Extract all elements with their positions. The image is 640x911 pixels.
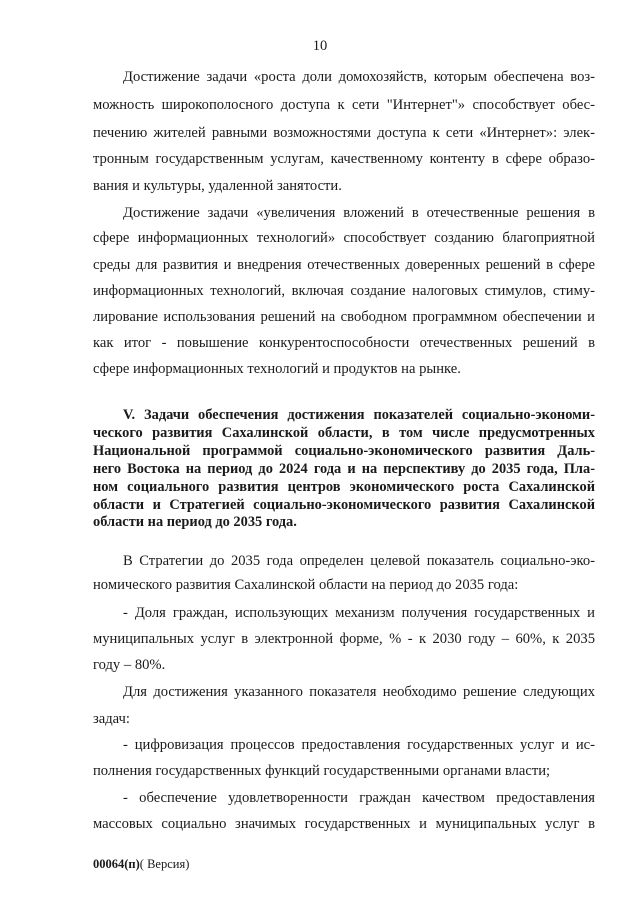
paragraph-2-line-6: как итог - повышение конкурентоспособности отечественных решений в <box>93 335 595 351</box>
paragraph-4-line-1: - Доля граждан, использующих механизм получения государственных и <box>123 605 595 621</box>
paragraph-2-line-3: среды для развития и внедрения отечественных доверенных решений в сфере <box>93 257 595 273</box>
footer-version: ( Версия) <box>139 857 190 871</box>
page-number: 10 <box>312 38 328 54</box>
section-heading-line-3: Национальной программой социально-экономического развития Даль- <box>93 443 595 459</box>
section-heading-line-6: области и Стратегией социально-экономического развития Сахалинской <box>93 497 595 513</box>
footer-document-code <box>93 857 189 872</box>
paragraph-1-line-1: Достижение задачи «роста доли домохозяйств, которым обеспечена воз- <box>123 69 595 85</box>
paragraph-4-line-2: муниципальных услуг в электронной форме, % - к 2030 году – 60%, к 2035 <box>93 631 595 647</box>
paragraph-7-line-1: - обеспечение удовлетворенности граждан качеством предоставления <box>123 790 595 806</box>
section-heading-line-1: V. Задачи обеспечения достижения показателей социально-экономи- <box>123 407 595 423</box>
paragraph-6-line-2: полнения государственных функций государственными органами власти; <box>93 763 551 779</box>
paragraph-3-line-2: номического развития Сахалинской области на период до 2035 года: <box>93 577 519 593</box>
paragraph-2-line-4: информационных технологий, включая создание налоговых стимулов, стиму- <box>93 283 595 299</box>
footer-code: 00064(п) <box>93 857 140 871</box>
paragraph-2-line-1: Достижение задачи «увеличения вложений в отечественные решения в <box>123 205 595 221</box>
section-heading-line-4: него Востока на период до 2024 года и на перспективу до 2035 года, Пла- <box>93 461 595 477</box>
paragraph-2-line-5: лирование использования решений на свободном программном обеспечении и <box>93 309 595 325</box>
paragraph-1-line-5: вания и культуры, удаленной занятости. <box>93 178 342 194</box>
section-heading-line-2: ческого развития Сахалинской области, в том числе предусмотренных <box>93 425 595 441</box>
paragraph-2-line-2: сфере информационных технологий» способствует созданию благоприятной <box>93 230 595 246</box>
paragraph-1-line-2: можность широкополосного доступа к сети "Интернет"» способствует обес- <box>93 97 595 113</box>
section-heading-line-5: ном социального развития центров экономического роста Сахалинской <box>93 479 595 495</box>
paragraph-4-line-3: году – 80%. <box>93 657 166 673</box>
paragraph-6-line-1: - цифровизация процессов предоставления государственных услуг и ис- <box>123 737 595 753</box>
paragraph-5-line-1: Для достижения указанного показателя необходимо решение следующих <box>123 684 595 700</box>
paragraph-3-line-1: В Стратегии до 2035 года определен целевой показатель социально-эко- <box>123 553 595 569</box>
paragraph-2-line-7: сфере информационных технологий и продуктов на рынке. <box>93 361 461 377</box>
paragraph-1-line-3: печению жителей равными возможностями доступа к сети «Интернет»: элек- <box>93 125 595 141</box>
paragraph-7-line-2: массовых социально значимых государственных и муниципальных услуг в <box>93 816 595 832</box>
section-heading-line-7: области на период до 2035 года. <box>93 514 297 530</box>
paragraph-1-line-4: тронным государственным услугам, качественному контенту в сфере образо- <box>93 151 595 167</box>
paragraph-5-line-2: задач: <box>93 711 130 727</box>
